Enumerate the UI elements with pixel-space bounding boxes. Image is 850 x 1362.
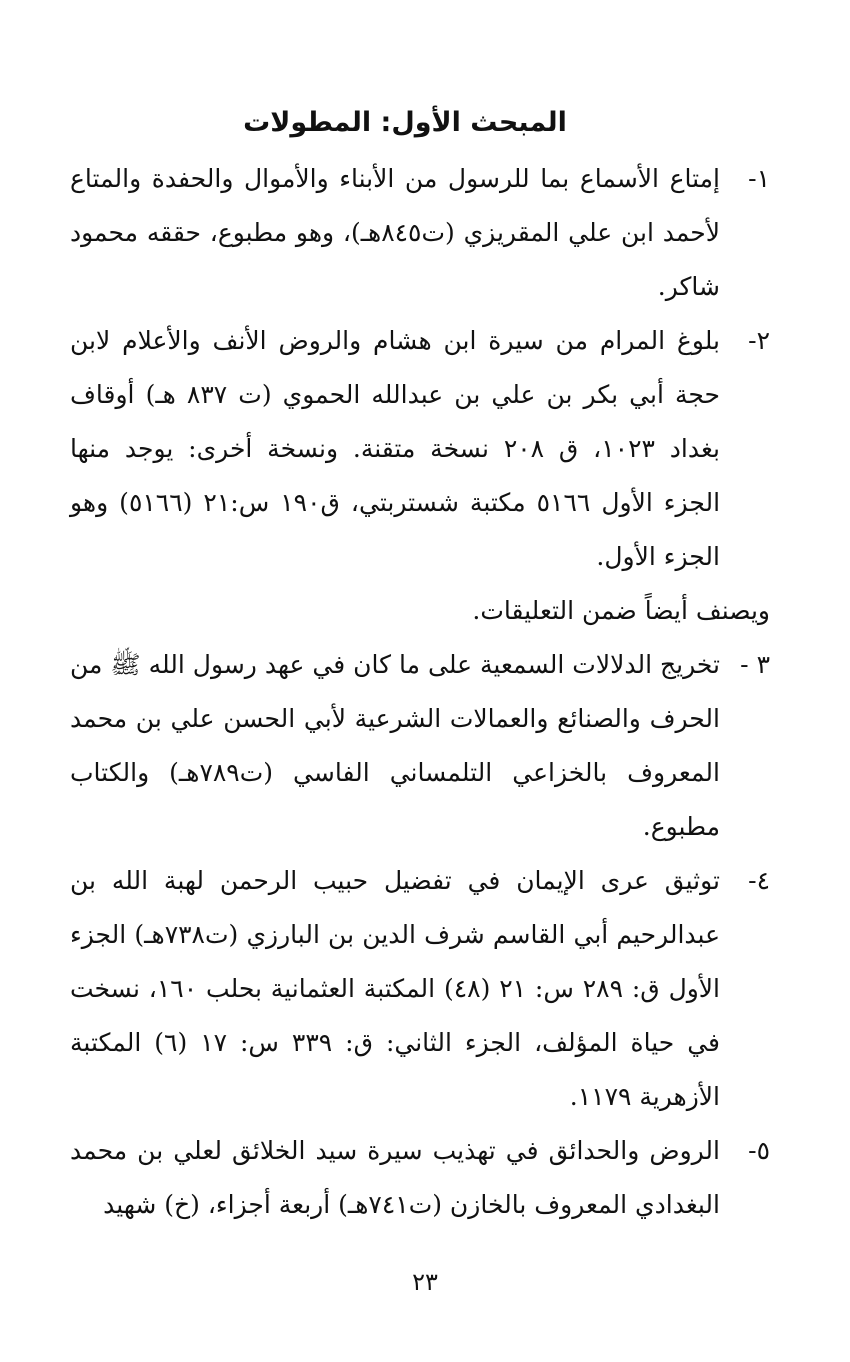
- list-item: [70, 152, 770, 314]
- list-item: [70, 854, 770, 1124]
- list-item: [70, 638, 770, 854]
- item-text: توثيق عرى الإيمان في تفضيل حبيب الرحمن لهبة الله بن عبدالرحيم أبي القاسم شرف الدين بن البارزي (ت٧٣٨هـ) الجزء الأول ق: ٢٨٩ س: ٢١ (٤٨) المكتبة العثمانية بحلب ١٦٠، نسخت في حياة المؤلف، الجزء الثاني: ق: ٣٣٩ س: ١٧ (٦) المكتبة الأزهرية ١١٧٩.: [70, 866, 721, 1111]
- note-text: ويصنف أيضاً ضمن التعليقات.: [472, 596, 770, 625]
- item-number: ٤-: [748, 866, 770, 895]
- item-text: تخريج الدلالات السمعية على ما كان في عهد رسول الله ﷺ من الحرف والصنائع والعمالات الشرعية لأبي الحسن علي بن محمد المعروف بالخزاعي التلمساني الفاسي (ت٧٨٩هـ) والكتاب مطبوع.: [70, 650, 720, 841]
- item-text: إمتاع الأسماع بما للرسول من الأبناء والأموال والحفدة والمتاع لأحمد ابن علي المقريزي (ت٨٤٥هـ)، وهو مطبوع، حققه محمود شاكر.: [70, 164, 720, 301]
- item-number: ٥-: [748, 1136, 770, 1165]
- list-item: [70, 314, 770, 584]
- item-text: بلوغ المرام من سيرة ابن هشام والروض الأنف والأعلام لابن حجة أبي بكر بن علي بن عبدالله الحموي (ت ٨٣٧ هـ) أوقاف بغداد ١٠٢٣، ق ٢٠٨ نسخة متقنة. ونسخة أخرى: يوجد منها الجزء الأول ٥١٦٦ مكتبة شستربتي، ق١٩٠ س:٢١ (٥١٦٦) وهو الجزء الأول.: [70, 326, 721, 571]
- section-title: المبحث الأول: المطولات: [243, 107, 567, 138]
- item-number: ٢-: [748, 326, 770, 355]
- list-item: [70, 1124, 770, 1232]
- item-number: ١-: [748, 164, 770, 193]
- item-text: الروض والحدائق في تهذيب سيرة سيد الخلائق لعلي بن محمد البغدادي المعروف بالخازن (ت٧٤١هـ) أربعة أجزاء، (خ) شهيد: [70, 1136, 720, 1219]
- bibliography-list: [70, 152, 770, 1232]
- page-number: ٢٣: [412, 1268, 438, 1296]
- item-number: ٣ -: [740, 650, 770, 679]
